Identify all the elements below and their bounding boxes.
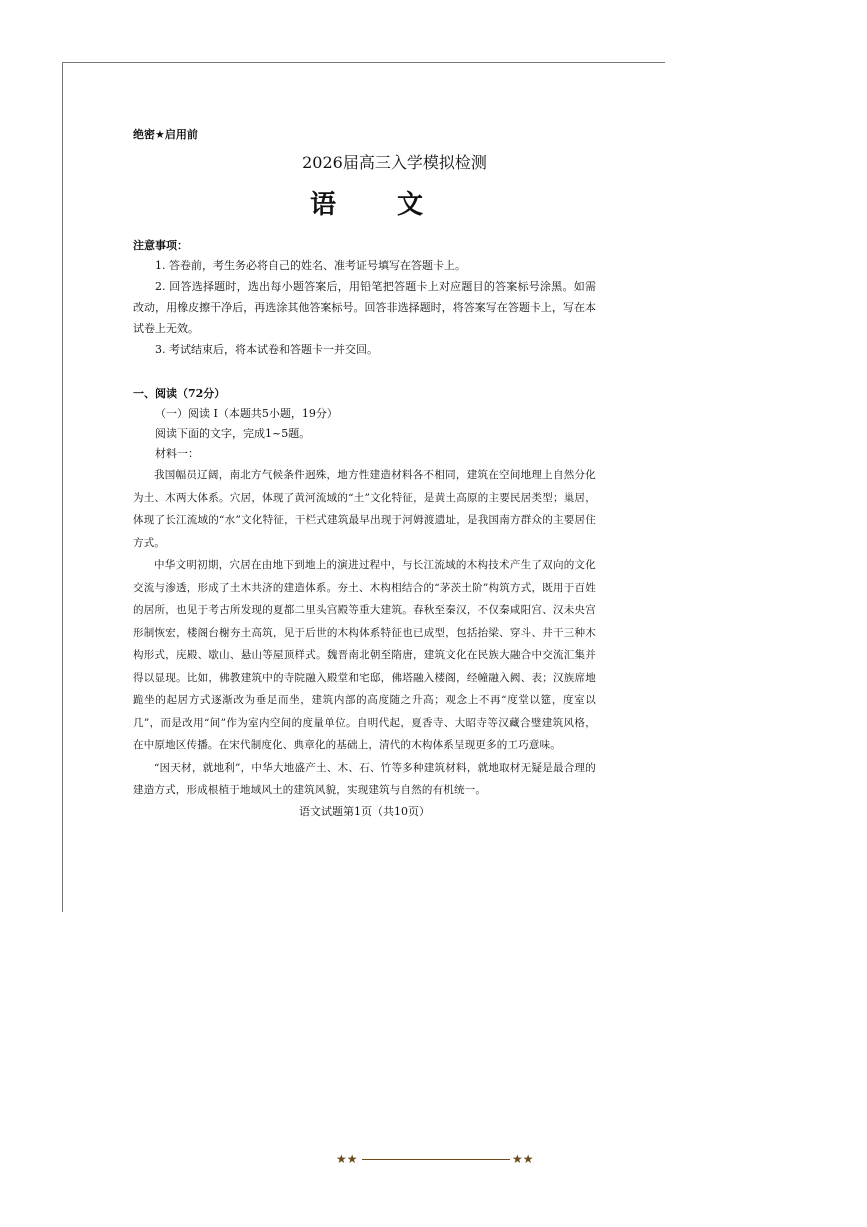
left-stars-icon: ★★ [336,1152,358,1166]
decoration-line [362,1159,510,1160]
left-border-line [62,62,63,912]
right-stars-icon: ★★ [512,1152,534,1166]
exam-page [133,125,596,822]
secret-label: 绝密★启用前 [133,128,198,141]
material-paragraph: 中华文明初期，穴居在由地下到地上的演进过程中，与长江流域的木构技术产生了双向的文化交流与渗透，形成了土木共济的建造体系。夯土、木构相结合的“茅茨土阶”构筑方式，既用于百姓的居所，也见于考古所发现的夏都二里头宫殿等重大建筑。春秋至秦汉，不仅秦咸阳宫、汉未央宫形制恢宏，楼阁台榭夯土高筑，见于后世的木构体系特征也已成型，包括抬梁、穿斗、井干三种木构形式，庑殿、歇山、悬山等屋顶样式。魏晋南北朝至隋唐，建筑文化在民族大融合中交流汇集并得以显现。比如，佛教建筑中的寺院融入殿堂和宅邸，佛塔融入楼阁，经幢融入阙、表；汉族席地跪坐的起居方式逐渐改为垂足而坐，建筑内部的高度随之升高；观念上不再“度堂以筵，度室以几”，而是改用“间”作为室内空间的度量单位。自明代起，夏香寺、大昭寺等汉藏合璧建筑风格，在中原地区传播。在宋代制度化、典章化的基础上，清代的木构体系呈现更多的工巧意味。 [133,559,596,751]
material-paragraph: 我国幅员辽阔，南北方气候条件迥殊，地方性建造材料各不相同，建筑在空间地理上自然分化为土、木两大体系。穴居，体现了黄河流域的“土”文化特征，是黄土高原的主要民居类型；巢居，体现了长江流域的“水”文化特征，干栏式建筑最早出现于河姆渡遗址，是我国南方群众的主要居住方式。 [133,469,596,549]
reading-instruction: 阅读下面的文字，完成1~5题。 [155,427,311,440]
notice-item: 1. 答卷前，考生务必将自己的姓名、准考证号填写在答题卡上。 [155,259,466,272]
footer-decoration [336,1151,536,1167]
notice-item: 2. 回答选择题时，选出每小题答案后，用铅笔把答题卡上对应题目的答案标号涂黑。如需改动，用橡皮擦干净后，再选涂其他答案标号。回答非选择题时，将答案写在答题卡上，写在本试卷上无效。 [133,280,596,335]
material-paragraph: “因天材，就地利”，中华大地盛产土、木、石、竹等多种建筑材料，就地取材无疑是最合理的建造方式，形成根植于地域风土的建筑风貌，实现建筑与自然的有机统一。 [133,761,596,796]
section-subheading: （一）阅读 I（本题共5小题，19分） [155,407,338,420]
notice-heading: 注意事项： [133,239,188,252]
subject-title: 语 文 [309,190,450,220]
notice-item: 3. 考试结束后，将本试卷和答题卡一并交回。 [155,343,378,356]
page-footer: 语文试题第1页（共10页） [299,804,430,818]
top-border-line [62,62,665,63]
section-heading: 一、阅读（72分） [133,387,226,400]
exam-title: 2026届高三入学模拟检测 [302,153,487,172]
material-label: 材料一： [155,447,199,460]
